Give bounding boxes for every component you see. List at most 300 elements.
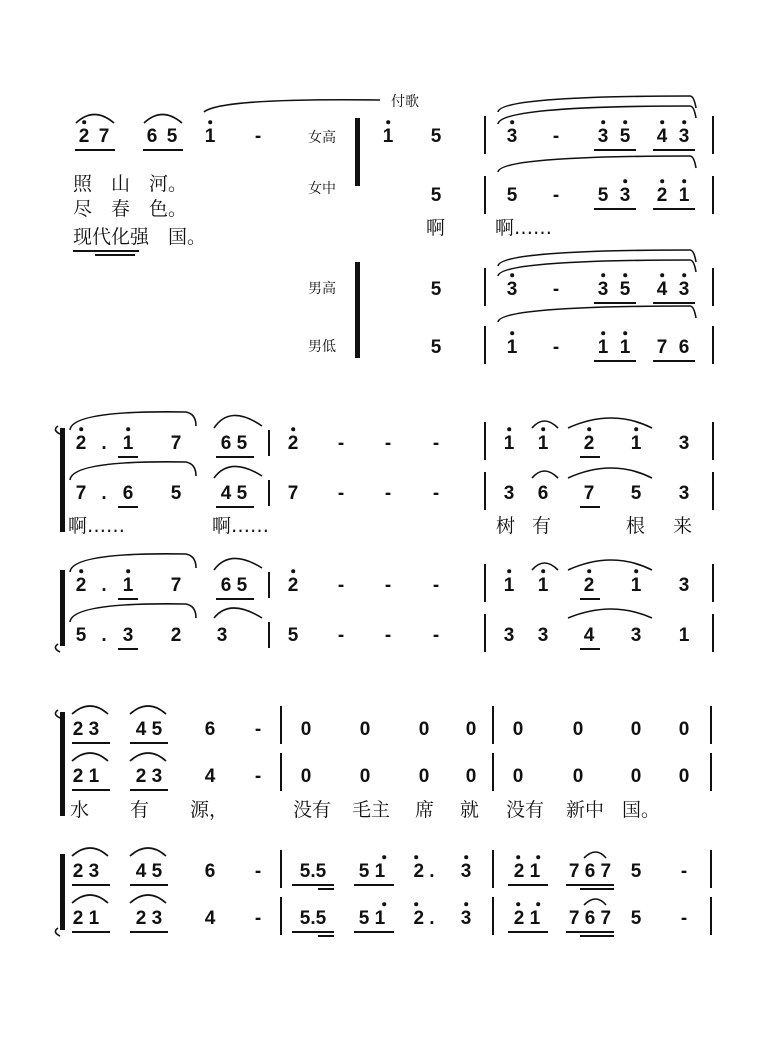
slur (568, 560, 652, 570)
barline (268, 480, 270, 506)
slur (72, 895, 108, 903)
note: 0 (465, 719, 477, 740)
note: 1 (122, 433, 134, 454)
lyric: 没有 (293, 799, 332, 821)
underline (580, 598, 600, 600)
underline (653, 208, 695, 210)
barline (712, 564, 714, 602)
barline (492, 850, 494, 888)
octave-dot (464, 855, 468, 859)
slur (498, 306, 696, 322)
note: 1 (630, 433, 642, 454)
barline (280, 897, 282, 935)
note: 4 5 (220, 483, 248, 504)
note: 6 (204, 861, 216, 882)
note: 3 (216, 625, 228, 646)
note: 2 . (413, 908, 435, 929)
note: - (384, 483, 392, 504)
underline (653, 302, 695, 304)
underline (566, 931, 614, 933)
slur (130, 848, 166, 856)
note: 7 (170, 575, 182, 596)
part-label-soprano: 女高 (308, 130, 336, 146)
note: 0 (512, 766, 524, 787)
underline (72, 789, 110, 791)
octave-dot (601, 273, 605, 277)
note: 5 (287, 625, 299, 646)
note: 2 3 (135, 908, 163, 929)
barline (484, 614, 486, 652)
lyric: 新中 (566, 799, 605, 821)
lyric-line-1: 照 山 河。 (73, 173, 188, 195)
slur (130, 895, 166, 903)
note: 2 (583, 575, 595, 596)
underline (580, 648, 600, 650)
note: - (384, 625, 392, 646)
barline (712, 422, 714, 460)
note: 6 (122, 483, 134, 504)
note: 1 (204, 126, 216, 147)
note: 2 3 (72, 719, 100, 740)
octave-dot (464, 902, 468, 906)
note: 0 (300, 719, 312, 740)
barline (712, 326, 714, 364)
brace-bar (355, 118, 360, 186)
note: 3 (503, 625, 515, 646)
slur (498, 260, 696, 276)
note: 5 (430, 126, 442, 147)
lyric: 树 (496, 515, 516, 537)
note: 2 (78, 126, 90, 147)
barline (280, 850, 282, 888)
octave-dot (623, 331, 627, 335)
octave-dot (660, 120, 664, 124)
underline (72, 931, 110, 933)
underline (508, 931, 548, 933)
barline (280, 753, 282, 791)
note: 2 (170, 625, 182, 646)
slur (498, 156, 696, 172)
underline (118, 506, 138, 508)
octave-dot (507, 569, 511, 573)
brace-bar (60, 712, 65, 816)
note: - (384, 575, 392, 596)
note: 7 (75, 483, 87, 504)
note: - (254, 908, 262, 929)
note: 3 (678, 433, 690, 454)
octave-dot (291, 569, 295, 573)
note: - (432, 625, 440, 646)
slur (532, 563, 558, 570)
part-label-alto: 女中 (308, 181, 336, 197)
note: 2 (287, 433, 299, 454)
octave-dot (414, 902, 418, 906)
note: 5.5 (299, 908, 327, 929)
note: 0 (678, 766, 690, 787)
note: - (254, 126, 262, 147)
note: 2 1 (72, 908, 100, 929)
note: 4 5 (135, 719, 163, 740)
note: 6 (146, 126, 158, 147)
octave-dot (623, 273, 627, 277)
slur (498, 106, 696, 124)
lyric: 没有 (506, 799, 545, 821)
barline (268, 622, 270, 648)
octave-dot (126, 427, 130, 431)
slur (214, 415, 262, 428)
underline (354, 931, 394, 933)
barline (492, 753, 494, 791)
underline (72, 884, 110, 886)
barline (712, 176, 714, 214)
octave-dot (587, 569, 591, 573)
note: 1 (382, 126, 394, 147)
octave-dot (510, 273, 514, 277)
underline (216, 598, 254, 600)
underline (566, 884, 614, 886)
underline (653, 360, 695, 362)
underline (118, 456, 138, 458)
underline (75, 149, 115, 151)
note: 2 (656, 185, 668, 206)
note: 2 3 (135, 766, 163, 787)
barline (484, 176, 486, 214)
note: 7 6 7 (568, 908, 612, 929)
slur (568, 418, 652, 428)
underline (318, 935, 334, 937)
note: - (552, 126, 560, 147)
octave-dot (587, 427, 591, 431)
octave-dot (510, 331, 514, 335)
octave-dot (516, 902, 520, 906)
note: 0 (300, 766, 312, 787)
note: 3 (506, 126, 518, 147)
note: - (552, 337, 560, 358)
slur (130, 706, 166, 714)
note: 5 (630, 908, 642, 929)
note: - (254, 861, 262, 882)
octave-dot (623, 179, 627, 183)
note: - (337, 575, 345, 596)
underline (130, 931, 168, 933)
note: - (384, 433, 392, 454)
lyric-aah-1: 啊…… (68, 515, 126, 537)
note: 1 (630, 575, 642, 596)
note: 4 (583, 625, 595, 646)
note: 3 (597, 279, 609, 300)
octave-dot (382, 855, 386, 859)
note: 3 (597, 126, 609, 147)
note: 5 1 (358, 908, 386, 929)
barline (484, 268, 486, 306)
note: 0 (572, 719, 584, 740)
lyric: 席 (415, 799, 435, 821)
slur (568, 468, 652, 478)
note: 4 (204, 766, 216, 787)
octave-dot (634, 569, 638, 573)
lyric-aah: 啊…… (495, 217, 553, 239)
note: - (337, 625, 345, 646)
barline (280, 706, 282, 744)
note: 3 (506, 279, 518, 300)
barline (484, 472, 486, 510)
slur (204, 100, 380, 112)
note: 0 (572, 766, 584, 787)
note: . (101, 483, 107, 504)
slur (532, 471, 558, 478)
note: . (101, 575, 107, 596)
underline (118, 648, 138, 650)
octave-dot (516, 855, 520, 859)
note: 1 (678, 625, 690, 646)
note: 1 (537, 433, 549, 454)
octave-dot (682, 179, 686, 183)
slur (214, 558, 262, 570)
note: 3 (619, 185, 631, 206)
note: 5 1 (358, 861, 386, 882)
octave-dot (541, 569, 545, 573)
note: 7 (170, 433, 182, 454)
octave-dot (507, 427, 511, 431)
slur (72, 848, 108, 856)
brace-bar (60, 428, 65, 532)
note: 6 (204, 719, 216, 740)
note: 3 (460, 861, 472, 882)
slur (72, 753, 108, 761)
octave-dot (536, 855, 540, 859)
note: 1 (506, 337, 518, 358)
note: 1 (537, 575, 549, 596)
note: 1 (122, 575, 134, 596)
underline (130, 789, 168, 791)
note: - (432, 483, 440, 504)
slur (70, 604, 196, 622)
lyric: 来 (673, 515, 693, 537)
note: 0 (359, 719, 371, 740)
note: 6 5 (220, 575, 248, 596)
barline (712, 268, 714, 306)
note: 0 (678, 719, 690, 740)
barline (492, 897, 494, 935)
barline (484, 564, 486, 602)
note: - (337, 433, 345, 454)
slur (584, 899, 606, 905)
note: 2 (287, 575, 299, 596)
note: - (337, 483, 345, 504)
note: 0 (630, 719, 642, 740)
note: 4 (204, 908, 216, 929)
note: 5 (597, 185, 609, 206)
fuge-label: 付歌 (391, 94, 419, 110)
octave-dot (623, 120, 627, 124)
underline (318, 888, 334, 890)
underline (292, 931, 334, 933)
note: 1 (503, 433, 515, 454)
underline (580, 456, 600, 458)
octave-dot (208, 120, 212, 124)
barline (484, 326, 486, 364)
note: 0 (630, 766, 642, 787)
octave-dot (682, 273, 686, 277)
slur (214, 466, 262, 478)
barline (712, 116, 714, 154)
lyric: 源， (190, 799, 229, 821)
slur (568, 609, 652, 618)
underline (580, 506, 600, 508)
underline (143, 149, 183, 151)
lyric: 水 (70, 799, 90, 821)
note: 5 (166, 126, 178, 147)
underline (72, 742, 110, 744)
note: - (432, 433, 440, 454)
barline (710, 753, 712, 791)
note: 3 (122, 625, 134, 646)
underline (594, 149, 636, 151)
note: 2 (75, 575, 87, 596)
slur (72, 706, 108, 714)
note: 5 (75, 625, 87, 646)
part-label-bass: 男低 (308, 339, 336, 355)
lyric-ah: 啊 (426, 217, 446, 239)
barline (712, 614, 714, 652)
underline (118, 598, 138, 600)
octave-dot (541, 427, 545, 431)
lyric: 毛主 (352, 799, 391, 821)
note: 2 3 (72, 861, 100, 882)
octave-dot (291, 427, 295, 431)
note: 2 (583, 433, 595, 454)
underline (508, 884, 548, 886)
note: - (254, 719, 262, 740)
underline (354, 884, 394, 886)
lyric: 就 (460, 799, 480, 821)
note: 1 (503, 575, 515, 596)
underline (580, 888, 614, 890)
brace-bar (60, 570, 65, 646)
note: - (254, 766, 262, 787)
note: 5 (170, 483, 182, 504)
note: 0 (512, 719, 524, 740)
lyric-line-2: 尽 春 色。 (73, 198, 188, 220)
underline (594, 208, 636, 210)
note: - (432, 575, 440, 596)
octave-dot (660, 179, 664, 183)
octave-dot (536, 902, 540, 906)
note: 3 (678, 575, 690, 596)
note: - (552, 185, 560, 206)
barline (484, 422, 486, 460)
underline (594, 302, 636, 304)
octave-dot (79, 427, 83, 431)
underline (292, 884, 334, 886)
note: 5 (506, 185, 518, 206)
barline (712, 472, 714, 510)
note: 1 (597, 337, 609, 358)
note: 3 (460, 908, 472, 929)
barline (492, 706, 494, 744)
slur (70, 412, 196, 430)
slur (214, 608, 262, 618)
note: 3 (537, 625, 549, 646)
note: 3 (678, 126, 690, 147)
note: 2 1 (72, 766, 100, 787)
note: 7 (287, 483, 299, 504)
octave-dot (634, 427, 638, 431)
note: 2 1 (513, 908, 541, 929)
slur (498, 250, 696, 266)
underline (580, 935, 614, 937)
note: 7 6 7 (568, 861, 612, 882)
lyric: 有 (130, 799, 150, 821)
octave-dot (660, 273, 664, 277)
note: 6 (678, 337, 690, 358)
note: 5 (630, 861, 642, 882)
slur (144, 115, 182, 124)
note: - (552, 279, 560, 300)
octave-dot (510, 120, 514, 124)
barline (268, 572, 270, 598)
note: 0 (359, 766, 371, 787)
note: 5 (430, 279, 442, 300)
brace-bar (60, 854, 65, 930)
note: 0 (465, 766, 477, 787)
underline (653, 149, 695, 151)
slur (498, 96, 696, 112)
octave-dot (386, 120, 390, 124)
octave-dot (382, 902, 386, 906)
note: 5 (630, 483, 642, 504)
octave-dot (414, 855, 418, 859)
slur (70, 462, 196, 480)
lyric-line-3: 现代化强 国。 (73, 226, 207, 248)
lyric: 国。 (622, 799, 661, 821)
lyric: 根 (626, 515, 646, 537)
note: 2 . (413, 861, 435, 882)
note: 5 (430, 185, 442, 206)
note: - (680, 908, 688, 929)
note: - (680, 861, 688, 882)
note: 1 (619, 337, 631, 358)
note: 3 (678, 483, 690, 504)
note: 2 (75, 433, 87, 454)
slur (584, 852, 606, 858)
note: 7 (656, 337, 668, 358)
note: 7 (98, 126, 110, 147)
underline (95, 254, 135, 256)
barline (268, 430, 270, 456)
octave-dot (82, 120, 86, 124)
note: 7 (583, 483, 595, 504)
note: 3 (630, 625, 642, 646)
note: 5.5 (299, 861, 327, 882)
octave-dot (682, 120, 686, 124)
underline (594, 360, 636, 362)
octave-dot (79, 569, 83, 573)
octave-dot (601, 331, 605, 335)
slur (130, 753, 166, 761)
slur (70, 554, 196, 572)
note: 4 5 (135, 861, 163, 882)
note: . (101, 625, 107, 646)
octave-dot (601, 120, 605, 124)
brace-bar (355, 262, 360, 358)
note: 5 (619, 126, 631, 147)
barline (710, 850, 712, 888)
octave-dot (126, 569, 130, 573)
note: 4 (656, 126, 668, 147)
lyric-aah-2: 啊…… (212, 515, 270, 537)
underline (130, 884, 168, 886)
